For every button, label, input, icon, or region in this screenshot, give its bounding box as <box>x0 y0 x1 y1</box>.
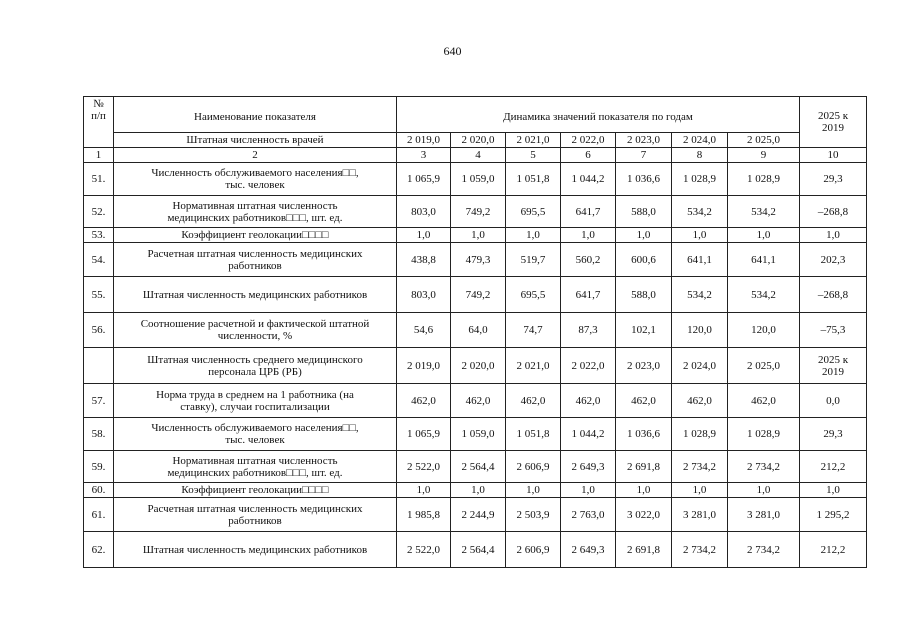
indicator-value: 3 281,0 <box>672 498 728 532</box>
header-num-label: № п/п <box>84 97 114 148</box>
indicator-ratio: 1 295,2 <box>800 498 867 532</box>
indicator-value: 1,0 <box>616 483 672 498</box>
column-number: 6 <box>561 148 616 163</box>
year-cell: 2 021,0 <box>506 133 561 148</box>
indicator-value: 534,2 <box>728 196 800 228</box>
row-number: 52. <box>84 196 114 228</box>
indicator-value: 1 036,6 <box>616 163 672 196</box>
indicator-value: 3 022,0 <box>616 498 672 532</box>
indicator-value: 600,6 <box>616 243 672 277</box>
column-number: 2 <box>114 148 397 163</box>
header-dynamics-label: Динамика значений показателя по годам <box>397 97 800 133</box>
row-number: 62. <box>84 532 114 568</box>
indicator-value: 462,0 <box>728 384 800 418</box>
indicator-value: 1 059,0 <box>451 418 506 451</box>
column-number-row <box>84 148 867 163</box>
indicator-value: 479,3 <box>451 243 506 277</box>
indicator-value: 2 734,2 <box>728 451 800 483</box>
doctors-data-row <box>84 313 867 348</box>
row-number: 56. <box>84 313 114 348</box>
doctors-data-row <box>84 277 867 313</box>
indicator-ratio: 29,3 <box>800 163 867 196</box>
indicator-value: 1,0 <box>397 228 451 243</box>
indicator-name: Штатная численность медицинских работников <box>114 277 397 313</box>
indicator-value: 1 028,9 <box>672 163 728 196</box>
row-number: 61. <box>84 498 114 532</box>
indicator-value: 1 036,6 <box>616 418 672 451</box>
row-number: 55. <box>84 277 114 313</box>
indicator-value: 1 065,9 <box>397 163 451 196</box>
indicator-value: 462,0 <box>616 384 672 418</box>
column-number: 3 <box>397 148 451 163</box>
indicator-value: 588,0 <box>616 196 672 228</box>
indicator-value: 641,1 <box>672 243 728 277</box>
indicator-ratio: 0,0 <box>800 384 867 418</box>
indicator-name: Норма труда в среднем на 1 работника (на ставку), случаи госпитализации <box>114 384 397 418</box>
indicator-value: 2 522,0 <box>397 532 451 568</box>
indicator-value: 1 044,2 <box>561 163 616 196</box>
column-number: 4 <box>451 148 506 163</box>
indicator-value: 695,5 <box>506 196 561 228</box>
indicator-value: 1,0 <box>561 483 616 498</box>
indicator-name: Соотношение расчетной и фактической штатной численности, % <box>114 313 397 348</box>
year-cell: 2 024,0 <box>672 133 728 148</box>
indicator-name: Расчетная штатная численность медицинских работников <box>114 243 397 277</box>
section-nurses-num <box>84 348 114 384</box>
row-number: 51. <box>84 163 114 196</box>
column-number: 7 <box>616 148 672 163</box>
indicator-value: 1 044,2 <box>561 418 616 451</box>
indicator-value: 1,0 <box>672 483 728 498</box>
indicator-value: 2 691,8 <box>616 532 672 568</box>
indicator-value: 588,0 <box>616 277 672 313</box>
indicator-value: 2 734,2 <box>728 532 800 568</box>
indicator-name: Коэффициент геолокации□□□□ <box>114 483 397 498</box>
indicator-name: Нормативная штатная численность медицинских работников□□□, шт. ед. <box>114 196 397 228</box>
indicator-value: 2 606,9 <box>506 451 561 483</box>
indicator-ratio: 29,3 <box>800 418 867 451</box>
year-cell: 2 025,0 <box>728 348 800 384</box>
indicator-name: Нормативная штатная численность медицинских работников□□□, шт. ед. <box>114 451 397 483</box>
indicator-value: 534,2 <box>728 277 800 313</box>
indicator-value: 560,2 <box>561 243 616 277</box>
indicator-ratio: 212,2 <box>800 532 867 568</box>
row-number: 53. <box>84 228 114 243</box>
section-nurses-row <box>84 348 867 384</box>
year-cell: 2 023,0 <box>616 348 672 384</box>
year-cell: 2 020,0 <box>451 348 506 384</box>
year-cell: 2 020,0 <box>451 133 506 148</box>
indicator-ratio: 212,2 <box>800 451 867 483</box>
indicator-ratio: 202,3 <box>800 243 867 277</box>
indicator-value: 1 051,8 <box>506 163 561 196</box>
nurses-data-row <box>84 451 867 483</box>
column-number: 8 <box>672 148 728 163</box>
indicator-name: Численность обслуживаемого населения□□, тыс. человек <box>114 418 397 451</box>
indicator-value: 1 985,8 <box>397 498 451 532</box>
indicator-value: 2 649,3 <box>561 532 616 568</box>
indicator-value: 54,6 <box>397 313 451 348</box>
indicator-value: 534,2 <box>672 277 728 313</box>
indicator-value: 749,2 <box>451 277 506 313</box>
doctors-data-row <box>84 196 867 228</box>
indicator-value: 64,0 <box>451 313 506 348</box>
row-number: 57. <box>84 384 114 418</box>
indicator-value: 462,0 <box>561 384 616 418</box>
indicator-value: 1 051,8 <box>506 418 561 451</box>
nurses-data-row <box>84 483 867 498</box>
column-number: 5 <box>506 148 561 163</box>
indicator-name: Штатная численность медицинских работников <box>114 532 397 568</box>
indicator-value: 803,0 <box>397 196 451 228</box>
indicator-value: 1 028,9 <box>728 163 800 196</box>
indicator-value: 462,0 <box>451 384 506 418</box>
indicator-value: 102,1 <box>616 313 672 348</box>
indicator-ratio: 1,0 <box>800 483 867 498</box>
indicator-table <box>83 96 867 568</box>
indicator-value: 74,7 <box>506 313 561 348</box>
indicator-value: 2 691,8 <box>616 451 672 483</box>
year-cell: 2 023,0 <box>616 133 672 148</box>
indicator-ratio: –268,8 <box>800 277 867 313</box>
indicator-value: 1,0 <box>506 228 561 243</box>
indicator-value: 749,2 <box>451 196 506 228</box>
indicator-value: 462,0 <box>397 384 451 418</box>
indicator-value: 641,7 <box>561 196 616 228</box>
indicator-value: 2 244,9 <box>451 498 506 532</box>
indicator-ratio: 1,0 <box>800 228 867 243</box>
indicator-value: 2 522,0 <box>397 451 451 483</box>
indicator-value: 1,0 <box>728 483 800 498</box>
header-row <box>84 97 867 133</box>
indicator-value: 1 028,9 <box>728 418 800 451</box>
column-number: 1 <box>84 148 114 163</box>
section-doctors-title: Штатная численность врачей <box>114 133 397 148</box>
indicator-value: 695,5 <box>506 277 561 313</box>
year-cell: 2 021,0 <box>506 348 561 384</box>
year-cell: 2 024,0 <box>672 348 728 384</box>
section-doctors-row <box>84 133 867 148</box>
indicator-value: 641,1 <box>728 243 800 277</box>
row-number: 58. <box>84 418 114 451</box>
doctors-data-row <box>84 243 867 277</box>
indicator-value: 1,0 <box>451 483 506 498</box>
indicator-ratio: –268,8 <box>800 196 867 228</box>
row-number: 59. <box>84 451 114 483</box>
indicator-name: Расчетная штатная численность медицинских работников <box>114 498 397 532</box>
indicator-value: 519,7 <box>506 243 561 277</box>
indicator-value: 2 503,9 <box>506 498 561 532</box>
indicator-value: 120,0 <box>728 313 800 348</box>
indicator-value: 2 564,4 <box>451 451 506 483</box>
indicator-value: 3 281,0 <box>728 498 800 532</box>
indicator-ratio: –75,3 <box>800 313 867 348</box>
indicator-value: 2 734,2 <box>672 532 728 568</box>
column-number: 9 <box>728 148 800 163</box>
indicator-name: Численность обслуживаемого населения□□, тыс. человек <box>114 163 397 196</box>
column-number: 10 <box>800 148 867 163</box>
indicator-value: 803,0 <box>397 277 451 313</box>
indicator-value: 1 065,9 <box>397 418 451 451</box>
doctors-data-row <box>84 228 867 243</box>
indicator-value: 1 028,9 <box>672 418 728 451</box>
indicator-value: 87,3 <box>561 313 616 348</box>
nurses-data-row <box>84 418 867 451</box>
indicator-value: 1,0 <box>728 228 800 243</box>
year-cell: 2 022,0 <box>561 133 616 148</box>
page-number: 640 <box>443 44 462 58</box>
indicator-name: Коэффициент геолокации□□□□ <box>114 228 397 243</box>
indicator-value: 2 606,9 <box>506 532 561 568</box>
indicator-value: 1,0 <box>616 228 672 243</box>
indicator-value: 1 059,0 <box>451 163 506 196</box>
indicator-value: 462,0 <box>506 384 561 418</box>
indicator-value: 120,0 <box>672 313 728 348</box>
nurses-data-row <box>84 498 867 532</box>
row-number: 60. <box>84 483 114 498</box>
year-cell: 2 025,0 <box>728 133 800 148</box>
doctors-data-row <box>84 163 867 196</box>
section-nurses-title: Штатная численность среднего медицинского персонала ЦРБ (РБ) <box>114 348 397 384</box>
header-name-label: Наименование показателя <box>114 97 397 133</box>
indicator-value: 641,7 <box>561 277 616 313</box>
row-number: 54. <box>84 243 114 277</box>
indicator-value: 2 763,0 <box>561 498 616 532</box>
year-cell: 2 019,0 <box>397 133 451 148</box>
nurses-data-row <box>84 384 867 418</box>
indicator-value: 1,0 <box>672 228 728 243</box>
indicator-value: 1,0 <box>561 228 616 243</box>
indicator-value: 438,8 <box>397 243 451 277</box>
indicator-value: 2 649,3 <box>561 451 616 483</box>
year-cell: 2 019,0 <box>397 348 451 384</box>
nurses-data-row <box>84 532 867 568</box>
indicator-value: 2 734,2 <box>672 451 728 483</box>
year-cell: 2 022,0 <box>561 348 616 384</box>
indicator-value: 1,0 <box>506 483 561 498</box>
indicator-value: 534,2 <box>672 196 728 228</box>
indicator-value: 2 564,4 <box>451 532 506 568</box>
indicator-value: 462,0 <box>672 384 728 418</box>
section-nurses-ratio: 2025 к 2019 <box>800 348 867 384</box>
indicator-value: 1,0 <box>451 228 506 243</box>
header-ratio-label: 2025 к 2019 <box>800 97 867 148</box>
indicator-value: 1,0 <box>397 483 451 498</box>
